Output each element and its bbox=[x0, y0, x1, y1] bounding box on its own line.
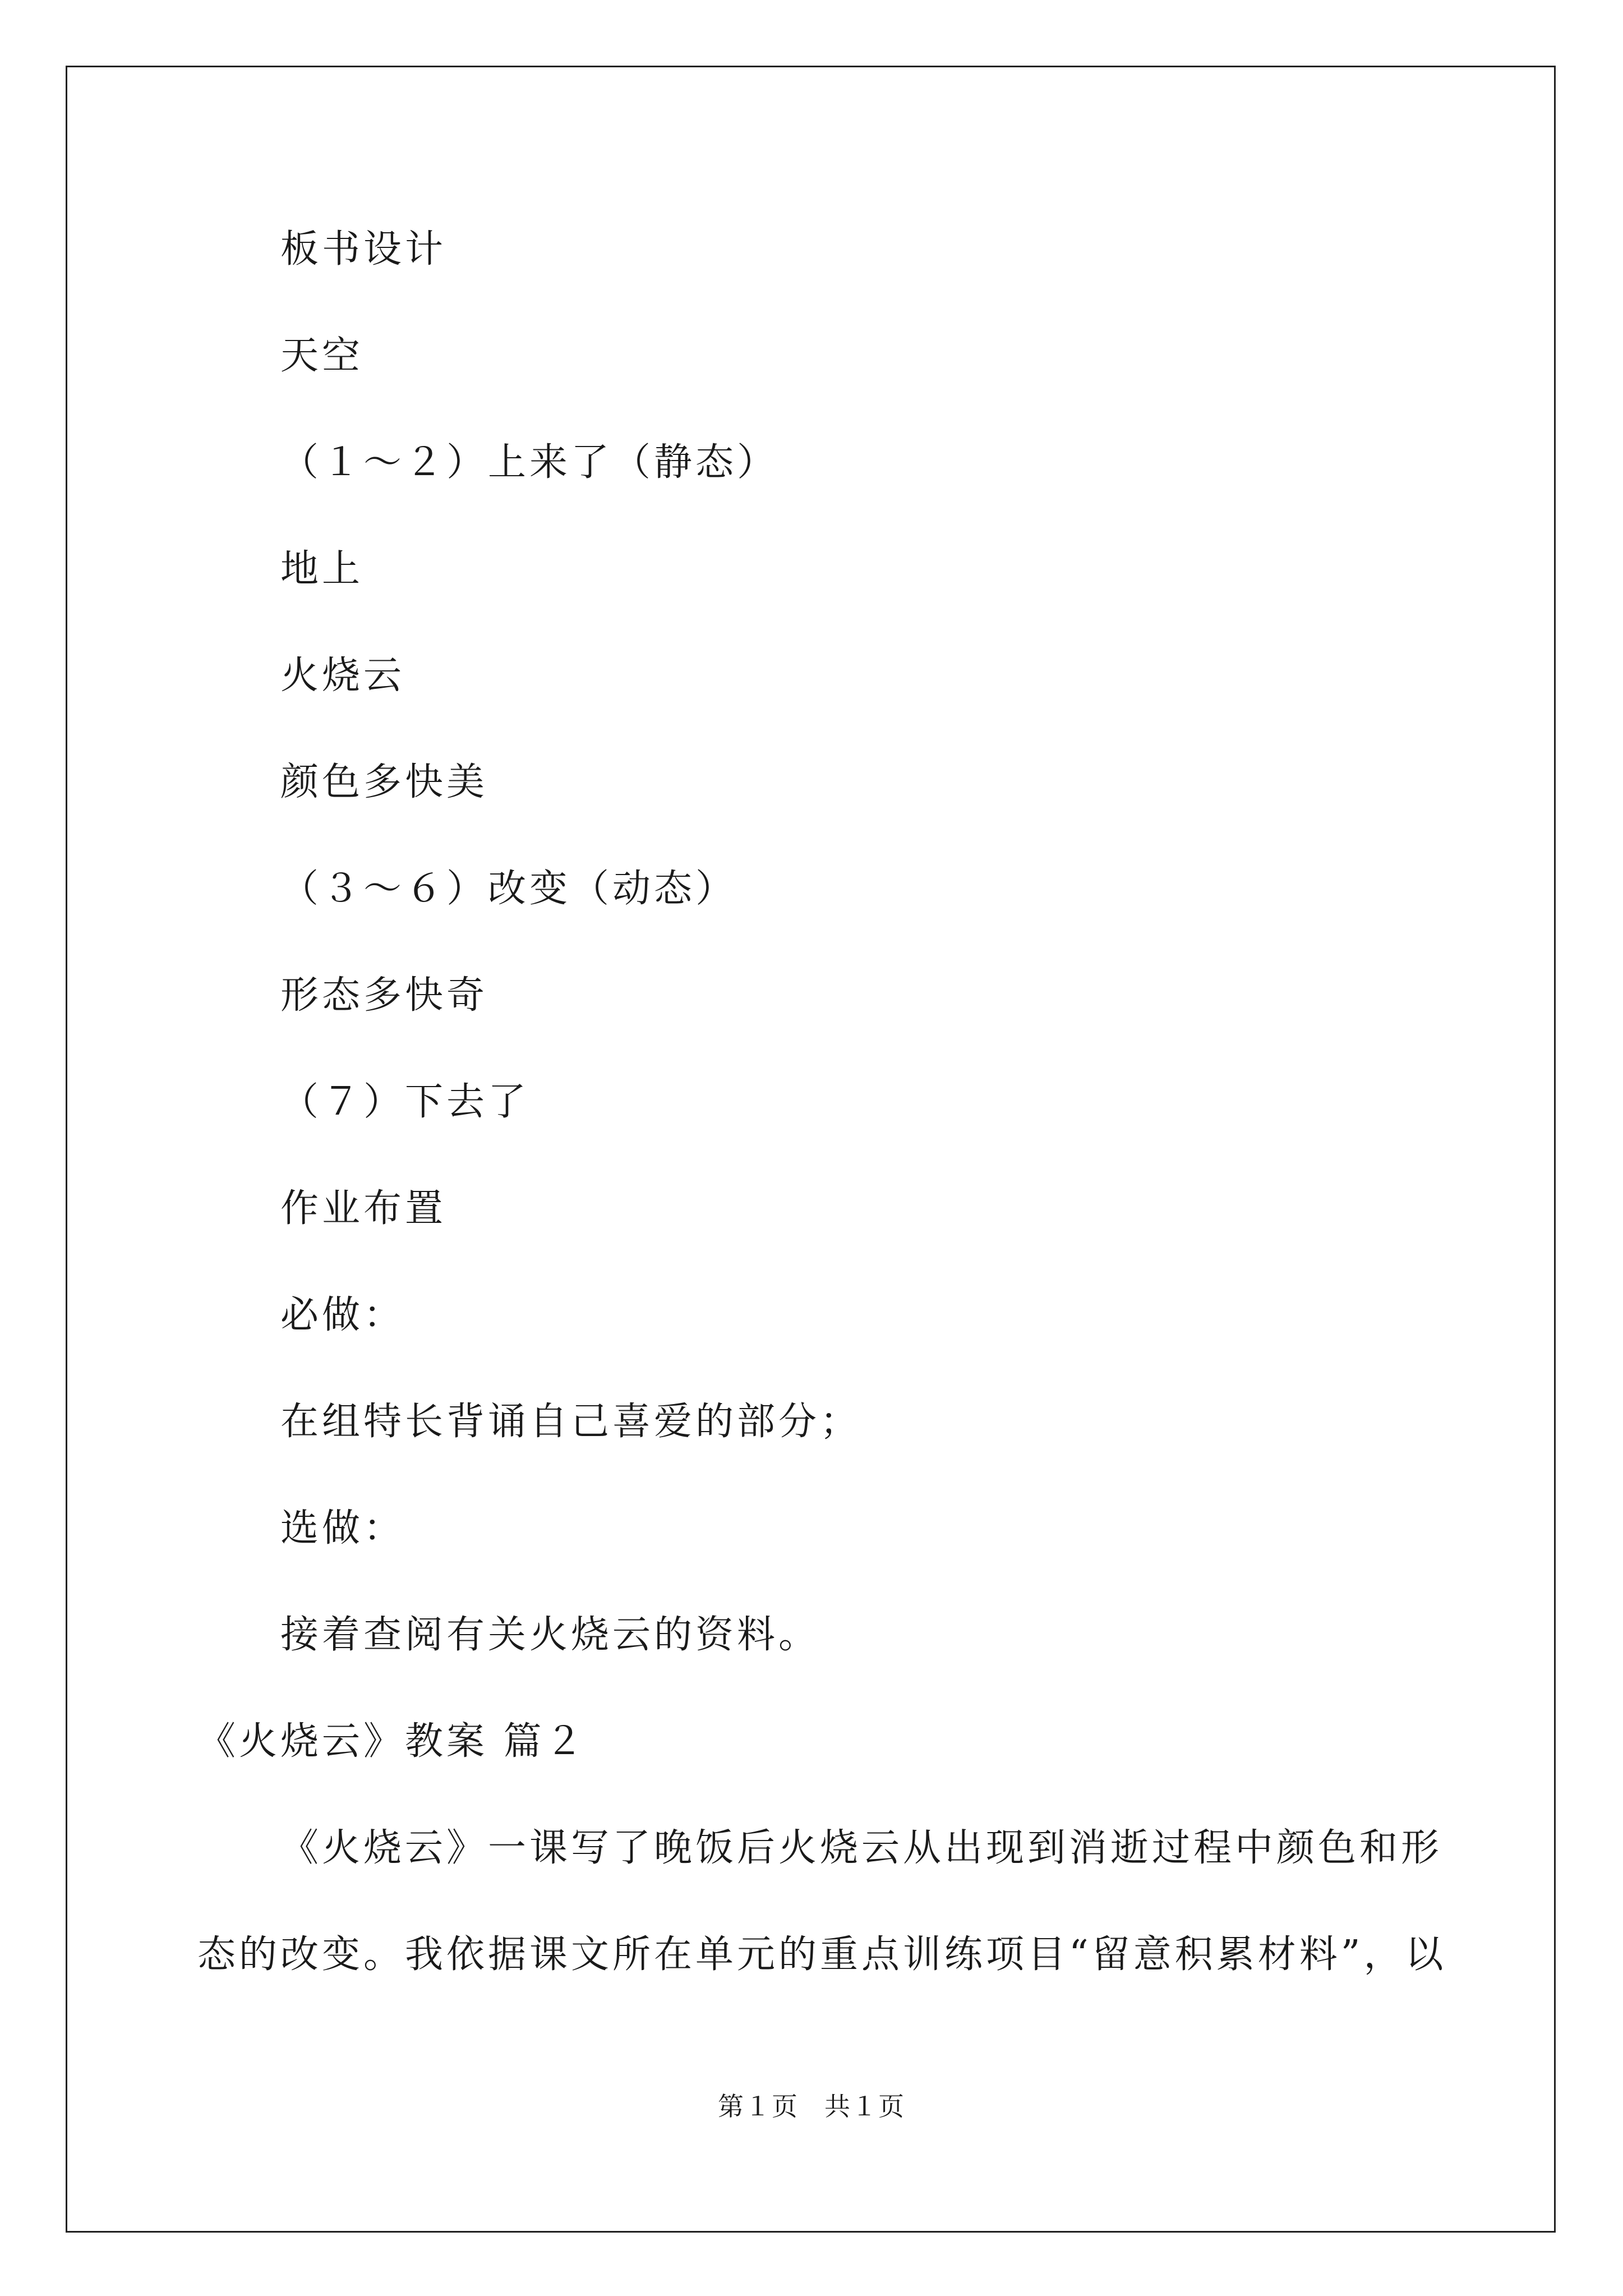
text-line: 接着查阅有关火烧云的资料。 bbox=[280, 1613, 820, 1657]
section-heading: 《火烧云》教案 篇２ bbox=[197, 1719, 587, 1764]
text-line: 地上 bbox=[280, 547, 364, 591]
text-line: 板书设计 bbox=[280, 227, 447, 272]
text-line: 颜色多快美 bbox=[280, 760, 488, 804]
text-line: 作业布置 bbox=[280, 1186, 447, 1231]
text-line: （３～６）改变（动态） bbox=[280, 867, 737, 911]
page-footer bbox=[0, 2090, 1623, 2123]
text-line: （１～２）上来了（静态） bbox=[280, 440, 779, 485]
page-number: 第１页 bbox=[718, 2091, 799, 2122]
page-total: 共１页 bbox=[824, 2091, 905, 2122]
text-line: 必做： bbox=[280, 1293, 405, 1337]
text-line: 天空 bbox=[280, 334, 364, 378]
text-line: 在组特长背诵自己喜爱的部分； bbox=[280, 1400, 862, 1444]
text-line: 形态多快奇 bbox=[280, 973, 488, 1018]
paragraph-line: 《火烧云》一课写了晚饭后火烧云从出现到消逝过程中颜色和形 bbox=[280, 1826, 1443, 1870]
text-line: 火烧云 bbox=[280, 654, 405, 698]
paragraph-line: 态的改变。我依据课文所在单元的重点训练项目“留意积累材料”，以 bbox=[197, 1932, 1447, 1977]
text-line: （７）下去了 bbox=[280, 1080, 530, 1124]
text-line: 选做： bbox=[280, 1506, 405, 1550]
page-border bbox=[66, 66, 1556, 2233]
